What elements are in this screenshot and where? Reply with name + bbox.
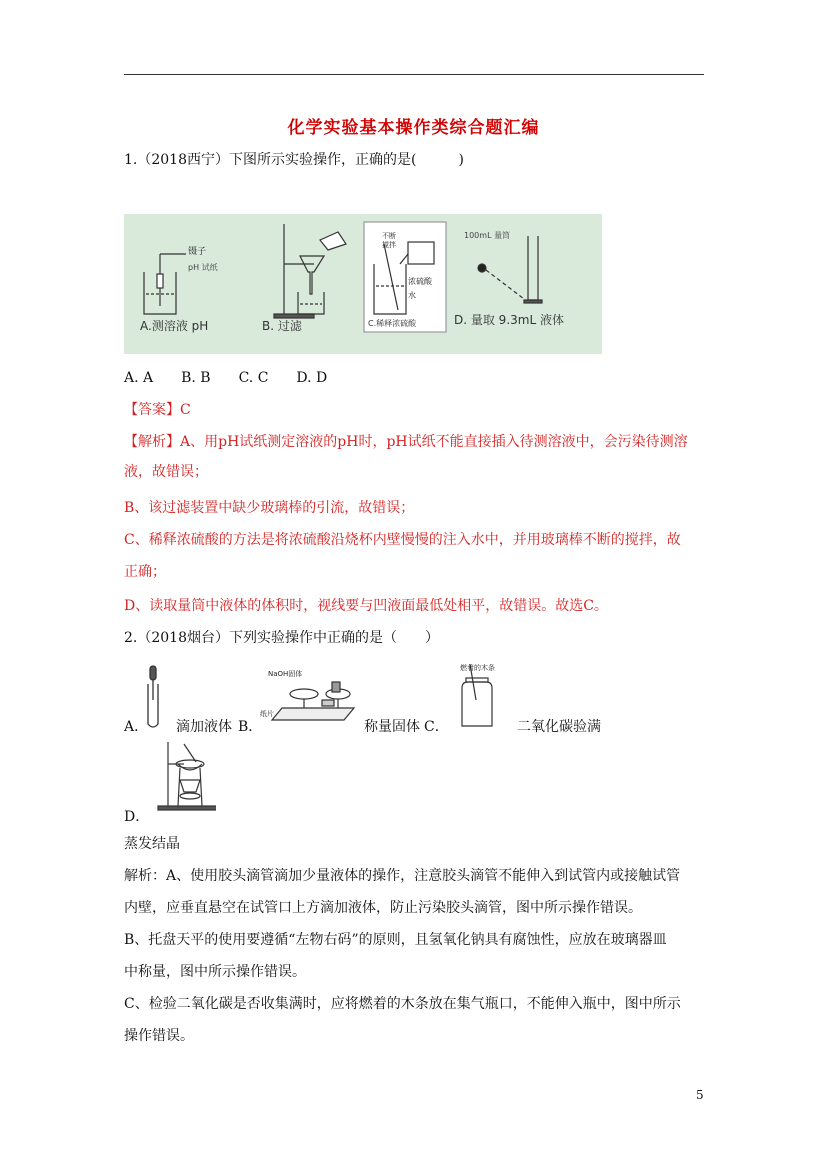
b-tag1: NaOH固体 [268, 670, 303, 678]
q2-opt-d: 蒸发结晶 [124, 836, 180, 852]
q2-opt-a-letter: A． [124, 719, 149, 735]
a-tag1: 镊子 [188, 247, 207, 257]
b-caption: B. 过滤 [262, 319, 302, 333]
q2-analysis-line-1: 解析：A、使用胶头滴管滴加少量液体的操作，注意胶头滴管不能伸入到试管内或接触试管 [124, 868, 681, 884]
q1-analysis-line-5: 正确； [124, 564, 166, 580]
q1-analysis-line-1: A、用pH试纸测定溶液的pH时，pH试纸不能直接插入待测溶液中，会污染待测溶 [180, 434, 688, 450]
page-title: 化学实验基本操作类综合题汇编 [287, 118, 540, 138]
q1-analysis-line-4: C、稀释浓硫酸的方法是将浓硫酸沿烧杯内壁慢慢的注入水中，并用玻璃棒不断的搅拌，故 [124, 532, 681, 548]
c-tag: 燃着的木条 [460, 664, 495, 672]
q1-analysis-line-3: B、该过滤装置中缺少玻璃棒的引流，故错误； [124, 500, 415, 516]
c-tag1: 不断 [382, 232, 396, 240]
q1-answer: C [180, 402, 191, 418]
q2-analysis-line-2: 内壁，应垂直悬空在试管口上方滴加液体，防止污染胶头滴管，图中所示操作错误。 [124, 900, 642, 916]
gas-jar-icon [448, 660, 508, 732]
q2-opt-a: 滴加液体 [176, 719, 232, 735]
c-caption: C.稀释浓硫酸 [368, 319, 417, 328]
q2-opt-b-letter: B． [238, 719, 263, 735]
b-tag2: 纸片 [260, 710, 274, 718]
q2-analysis-line-3: B、托盘天平的使用要遵循“左物右码”的原则，且氢氧化钠具有腐蚀性，应放在玻璃器皿 [124, 932, 667, 948]
q2-opt-c: 二氧化碳验满 [517, 719, 601, 735]
beaker-ph-test [144, 254, 186, 314]
graduated-cylinder [478, 236, 542, 303]
q2-opt-b: 称量固体 [364, 719, 420, 735]
q1-analysis-line-2: 液，故错误； [124, 464, 208, 480]
q1-figure-drawing [124, 214, 602, 354]
page-number: 5 [696, 1088, 704, 1102]
q1-answer-label: 【答案】 [124, 402, 180, 418]
q1-stem: 1.（2018西宁）下图所示实验操作，正确的是( ) [124, 152, 464, 168]
a-tag2: pH 试纸 [188, 263, 218, 272]
q2-analysis-line-5: C、检验二氧化碳是否收集满时，应将燃着的木条放在集气瓶口，不能伸入瓶中，图中所示 [124, 996, 681, 1012]
q2-analysis-line-6: 操作错误。 [124, 1028, 194, 1044]
balance-icon [252, 664, 364, 730]
a-caption: A.测溶液 pH [140, 319, 209, 333]
q2-opt-c-letter: C． [424, 719, 449, 735]
c-tag2: 搅拌 [382, 241, 396, 249]
q2-stem: 2.（2018烟台）下列实验操作中正确的是（ ） [124, 630, 439, 646]
q2-opt-d-letter: D． [124, 809, 150, 825]
c-tag4: 水 [408, 291, 416, 300]
q1-figure [124, 214, 602, 354]
dilution-apparatus [364, 222, 446, 332]
q1-analysis-label: 【解析】 [124, 434, 180, 450]
d-caption: D. 量取 9.3mL 液体 [454, 313, 564, 327]
header-rule [124, 74, 704, 75]
q1-analysis-line-6: D、读取量筒中液体的体积时，视线要与凹液面最低处相平，故错误。故选C。 [124, 598, 608, 614]
d-tag: 100mL 量筒 [464, 231, 511, 240]
c-tag3: 浓硫酸 [408, 277, 432, 286]
q1-options: A. A B. B C. C D. D [124, 370, 328, 386]
evaporation-apparatus-icon [144, 738, 216, 814]
filtration-apparatus [274, 224, 346, 318]
q2-analysis-line-4: 中称量，图中所示操作错误。 [124, 964, 306, 980]
